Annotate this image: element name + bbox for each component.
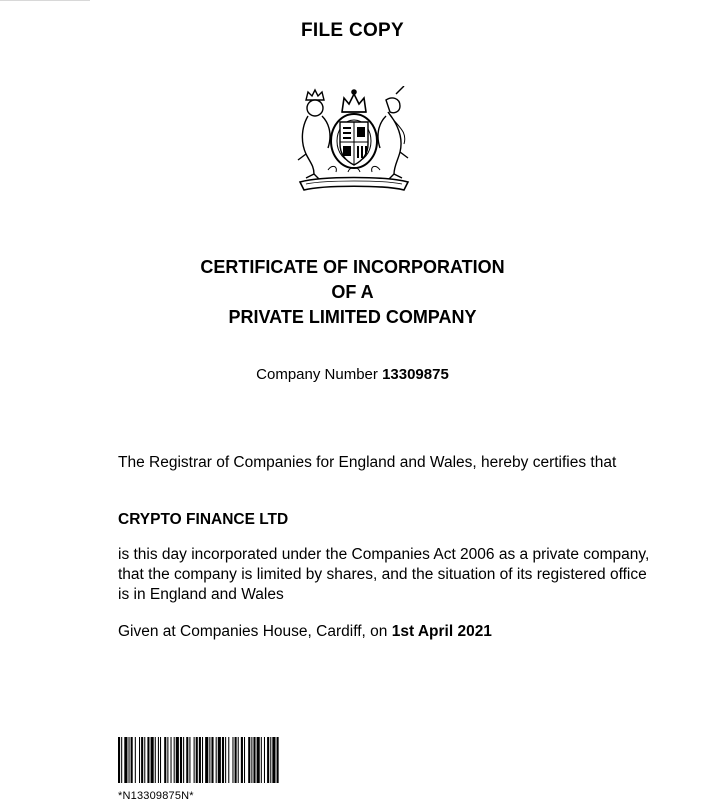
file-copy-heading: FILE COPY: [301, 20, 404, 41]
certificate-title-line-2: OF A: [331, 282, 374, 302]
barcode-text: *N13309875N*: [118, 790, 194, 802]
company-name: CRYPTO FINANCE LTD: [118, 511, 289, 528]
company-number-line: [0, 366, 705, 383]
barcode: [118, 737, 384, 783]
top-edge-rule: [0, 0, 90, 1]
given-at-text: Given at Companies House, Cardiff, on: [118, 623, 388, 640]
registrar-statement: The Registrar of Companies for England and Wales, hereby certifies that: [118, 454, 617, 471]
certificate-title-line-1: CERTIFICATE OF INCORPORATION: [200, 257, 505, 277]
certificate-title-line-3: PRIVATE LIMITED COMPANY: [228, 307, 477, 327]
incorporation-date: 1st April 2021: [391, 623, 492, 640]
certificate-title: [0, 255, 705, 330]
incorporation-statement: is this day incorporated under the Companies Act 2006 as a private company, that the company is limited by shares, and the situation of its registered office is in England and Wales: [118, 546, 650, 603]
given-at-line: [118, 622, 658, 642]
royal-coat-of-arms-icon: [292, 86, 416, 194]
company-number-value: 13309875: [382, 366, 449, 383]
company-number-label: Company Number: [256, 366, 378, 383]
